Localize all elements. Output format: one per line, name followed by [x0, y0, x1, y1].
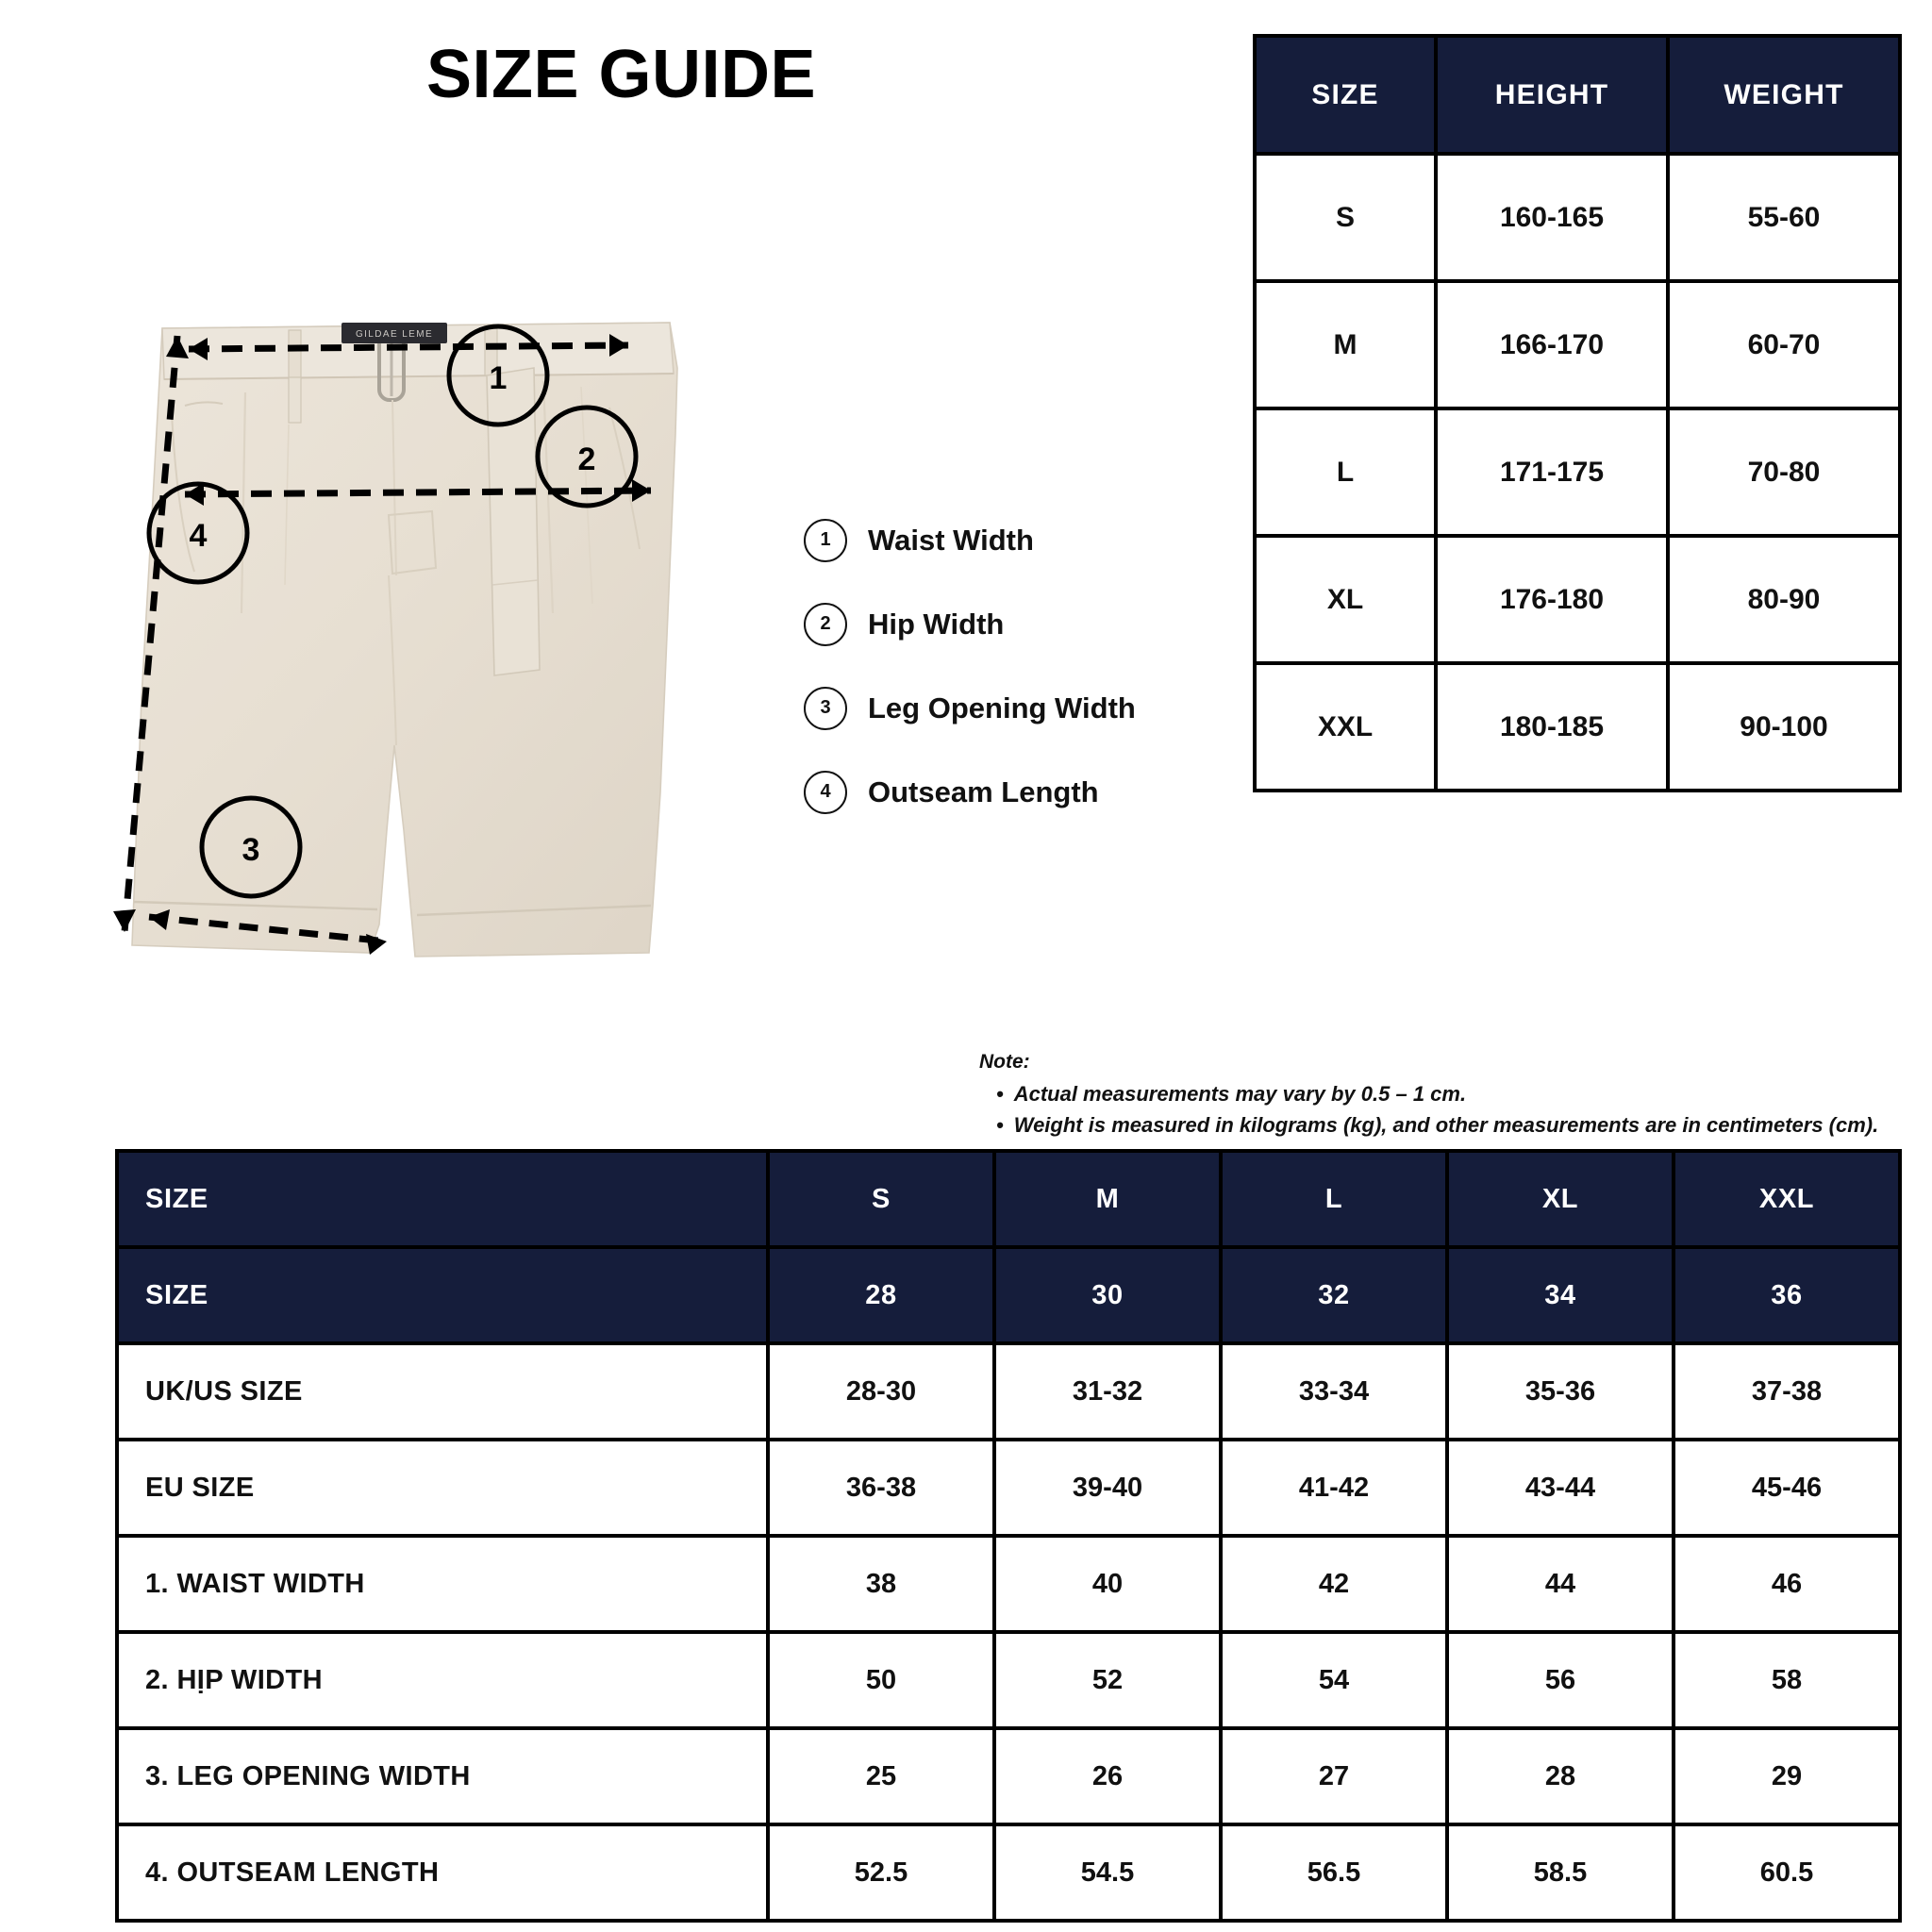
header-size-l: L [1221, 1151, 1447, 1247]
table-row [1255, 154, 1900, 281]
cell-value: 54 [1221, 1632, 1447, 1728]
cell-value: 45-46 [1674, 1440, 1900, 1536]
table-header-row [1255, 36, 1900, 154]
cell-value: 28-30 [768, 1343, 994, 1440]
measurement-table [115, 1149, 1902, 1923]
table-row [117, 1728, 1900, 1824]
cell-size: XL [1255, 536, 1436, 663]
header-size-letter: SIZE [117, 1151, 768, 1247]
measurement-legend [804, 498, 1200, 834]
svg-text:1: 1 [489, 360, 508, 396]
legend-label-2: Hip Width [868, 607, 1005, 641]
cell-value: 44 [1447, 1536, 1674, 1632]
header-weight: WEIGHT [1668, 36, 1900, 154]
svg-text:GILDAE LEME: GILDAE LEME [355, 329, 434, 340]
bullet-icon: • [996, 1113, 1004, 1137]
cell-value: 27 [1221, 1728, 1447, 1824]
legend-badge-3: 3 [804, 687, 847, 730]
legend-badge-4: 4 [804, 771, 847, 814]
header-size-numeric: SIZE [117, 1247, 768, 1343]
cell-value: 46 [1674, 1536, 1900, 1632]
table-row [117, 1343, 1900, 1440]
cell-weight: 60-70 [1668, 281, 1900, 408]
numeric-size-header-row [117, 1247, 1900, 1343]
cell-value: 58.5 [1447, 1824, 1674, 1921]
table-row [1255, 281, 1900, 408]
svg-text:4: 4 [189, 518, 208, 554]
shorts-body [132, 323, 677, 957]
cell-value: 37-38 [1674, 1343, 1900, 1440]
cell-value: 41-42 [1221, 1440, 1447, 1536]
row-label: EU SIZE [117, 1440, 768, 1536]
header-numeric-30: 30 [994, 1247, 1221, 1343]
table-row [1255, 663, 1900, 791]
row-label: 3. LEG OPENING WIDTH [117, 1728, 768, 1824]
cell-height: 160-165 [1436, 154, 1668, 281]
cell-value: 42 [1221, 1536, 1447, 1632]
cell-height: 176-180 [1436, 536, 1668, 663]
legend-badge-2: 2 [804, 603, 847, 646]
table-row [117, 1824, 1900, 1921]
cell-weight: 70-80 [1668, 408, 1900, 536]
cell-value: 25 [768, 1728, 994, 1824]
legend-badge-1: 1 [804, 519, 847, 562]
note-block [979, 1051, 1904, 1144]
cell-height: 171-175 [1436, 408, 1668, 536]
cell-value: 29 [1674, 1728, 1900, 1824]
page-title: SIZE GUIDE [426, 37, 817, 112]
cell-value: 36-38 [768, 1440, 994, 1536]
header-numeric-36: 36 [1674, 1247, 1900, 1343]
header-size-m: M [994, 1151, 1221, 1247]
table-row [117, 1632, 1900, 1728]
cell-value: 33-34 [1221, 1343, 1447, 1440]
note-item-text: Weight is measured in kilograms (kg), and other measurements are in centimeters (cm). [1013, 1113, 1879, 1137]
cell-value: 39-40 [994, 1440, 1221, 1536]
legend-label-4: Outseam Length [868, 774, 1099, 808]
header-numeric-28: 28 [768, 1247, 994, 1343]
note-title: Note: [979, 1051, 1030, 1073]
cell-value: 56 [1447, 1632, 1674, 1728]
cell-size: S [1255, 154, 1436, 281]
cell-value: 60.5 [1674, 1824, 1900, 1921]
note-item [979, 1082, 1904, 1107]
legend-label-3: Leg Opening Width [868, 691, 1136, 724]
cell-weight: 90-100 [1668, 663, 1900, 791]
cell-value: 40 [994, 1536, 1221, 1632]
cell-value: 31-32 [994, 1343, 1221, 1440]
cell-size: L [1255, 408, 1436, 536]
table-row [117, 1536, 1900, 1632]
header-size-xl: XL [1447, 1151, 1674, 1247]
cell-value: 43-44 [1447, 1440, 1674, 1536]
cell-value: 38 [768, 1536, 994, 1632]
legend-item-hip-width [804, 582, 1200, 666]
brand-tag [341, 323, 447, 343]
header-numeric-34: 34 [1447, 1247, 1674, 1343]
row-label: UK/US SIZE [117, 1343, 768, 1440]
cell-size: XXL [1255, 663, 1436, 791]
cell-value: 52 [994, 1632, 1221, 1728]
cell-value: 56.5 [1221, 1824, 1447, 1921]
cell-value: 50 [768, 1632, 994, 1728]
legend-label-1: Waist Width [868, 523, 1034, 557]
note-item-text: Actual measurements may vary by 0.5 – 1 cm. [1013, 1082, 1467, 1106]
cell-height: 180-185 [1436, 663, 1668, 791]
table-row [117, 1440, 1900, 1536]
legend-item-waist-width [804, 498, 1200, 582]
header-numeric-32: 32 [1221, 1247, 1447, 1343]
cell-value: 26 [994, 1728, 1221, 1824]
letter-size-header-row [117, 1151, 1900, 1247]
legend-item-leg-opening-width [804, 666, 1200, 750]
cell-value: 58 [1674, 1632, 1900, 1728]
cell-height: 166-170 [1436, 281, 1668, 408]
header-size-xxl: XXL [1674, 1151, 1900, 1247]
header-size-s: S [768, 1151, 994, 1247]
height-weight-table [1253, 34, 1902, 792]
cell-value: 54.5 [994, 1824, 1221, 1921]
cell-value: 52.5 [768, 1824, 994, 1921]
cell-value: 35-36 [1447, 1343, 1674, 1440]
svg-text:3: 3 [242, 832, 260, 868]
svg-text:2: 2 [577, 441, 596, 477]
cell-weight: 55-60 [1668, 154, 1900, 281]
table-row [1255, 408, 1900, 536]
cell-size: M [1255, 281, 1436, 408]
bullet-icon: • [996, 1082, 1004, 1106]
row-label: 2. HỊP WIDTH [117, 1632, 768, 1728]
header-height: HEIGHT [1436, 36, 1668, 154]
cell-value: 28 [1447, 1728, 1674, 1824]
note-item [979, 1113, 1904, 1138]
row-label: 1. WAIST WIDTH [117, 1536, 768, 1632]
cell-weight: 80-90 [1668, 536, 1900, 663]
table-row [1255, 536, 1900, 663]
header-size: SIZE [1255, 36, 1436, 154]
row-label: 4. OUTSEAM LENGTH [117, 1824, 768, 1921]
legend-item-outseam-length [804, 750, 1200, 834]
shorts-illustration [104, 302, 783, 1057]
